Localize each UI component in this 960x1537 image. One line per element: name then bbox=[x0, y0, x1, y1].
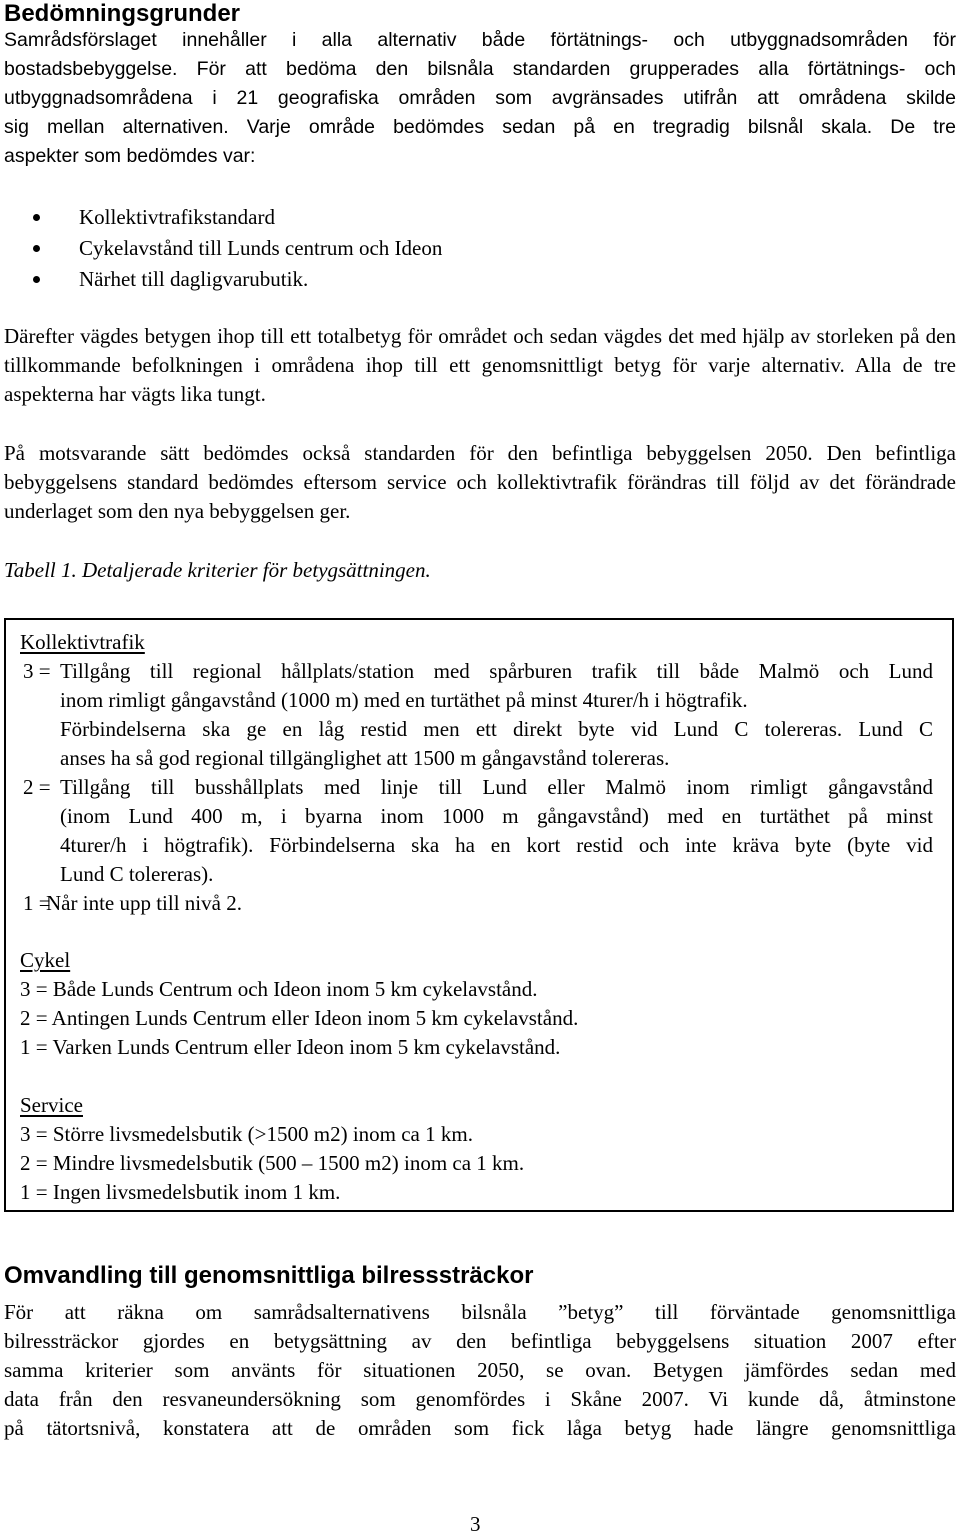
criteria-line: anses ha så god regional tillgänglighet att 1500 m gångavstånd tolereras. bbox=[60, 746, 670, 770]
criteria-line: Förbindelserna ska ge en låg restid men ett direkt byte vid Lund C tolereras. Lund C bbox=[60, 717, 933, 741]
criteria-text bbox=[60, 657, 933, 773]
intro-line: sig mellan alternativen. Varje område bedömdes sedan på en tregradig bilsnål skala. De tre bbox=[4, 116, 956, 138]
criteria-line: 2 = Mindre livsmedelsbutik (500 – 1500 m2) inom ca 1 km. bbox=[20, 1151, 525, 1175]
criteria-line: 2 = Antingen Lunds Centrum eller Ideon inom 5 km cykelavstånd. bbox=[20, 1006, 579, 1030]
criteria-table bbox=[4, 618, 954, 1212]
criteria-text bbox=[60, 773, 933, 889]
bullet-icon bbox=[33, 276, 40, 283]
weighting-paragraph: Därefter vägdes betygen ihop till ett totalbetyg för området och sedan vägdes det med hjälp av storleken på den tillkommande befolkningen i områdena ihop till ett genomsnittligt betyg för varje alternativ. Alla de tre aspekterna har vägts lika tungt. bbox=[4, 324, 956, 406]
bullet-text: Kollektivtrafikstandard bbox=[79, 205, 275, 229]
bullet-icon bbox=[33, 214, 40, 221]
criteria-line: Når inte upp till nivå 2. bbox=[46, 891, 242, 915]
criteria-line: 3 = Större livsmedelsbutik (>1500 m2) inom ca 1 km. bbox=[20, 1122, 473, 1146]
existing-development-paragraph: På motsvarande sätt bedömdes också standarden för den befintliga bebyggelsen 2050. Den befintliga bebyggelsens standard bedömdes eftersom service och kollektivtrafik förändras till följd av det förändrade underlaget som den nya bebyggelsen ger. bbox=[4, 441, 956, 523]
conversion-paragraph bbox=[4, 1298, 956, 1443]
criteria-item-kollektiv-3 bbox=[6, 657, 947, 773]
section-heading-bedomningsgrunder: Bedömningsgrunder bbox=[4, 0, 241, 27]
bullet-icon bbox=[33, 245, 40, 252]
criteria-score: 3 = bbox=[23, 659, 51, 683]
criteria-title-cykel: Cykel bbox=[20, 948, 71, 972]
criteria-line: 1 = Ingen livsmedelsbutik inom 1 km. bbox=[20, 1180, 341, 1204]
criteria-line: Tillgång till regional hållplats/station med spårburen trafik till både Malmö och Lund bbox=[60, 659, 933, 683]
paragraph-line: bilressträckor gjordes en betygsättning av den befintliga bebyggelsens situation 2007 efter bbox=[4, 1329, 956, 1353]
intro-line: bostadsbebyggelse. För att bedöma den bilsnåla standarden grupperades alla förtätnings- och bbox=[4, 58, 956, 80]
criteria-line: 1 = Varken Lunds Centrum eller Ideon inom 5 km cykelavstånd. bbox=[20, 1035, 561, 1059]
criteria-score: 2 = bbox=[23, 775, 51, 799]
bullet-text: Cykelavstånd till Lunds centrum och Ideon bbox=[79, 236, 443, 260]
criteria-title-service: Service bbox=[20, 1093, 83, 1117]
intro-line: Samrådsförslaget innehåller i alla alternativ både förtätnings- och utbyggnadsområden för bbox=[4, 29, 956, 51]
criteria-item-kollektiv-2 bbox=[6, 773, 947, 889]
criteria-line: (inom Lund 400 m, i byarna inom 1000 m gångavstånd) med en turtäthet på minst bbox=[60, 804, 933, 828]
intro-line: utbyggnadsområdena i 21 geografiska områden som avgränsades utifrån att områdena skilde bbox=[4, 87, 956, 109]
paragraph-line: För att räkna om samrådsalternativens bilsnåla ”betyg” till förväntade genomsnittliga bbox=[4, 1300, 956, 1324]
page-number: 3 bbox=[470, 1512, 481, 1536]
criteria-line: 4turer/h i högtrafik). Förbindelserna ska ha en kort restid och inte kräva byte (byte vid bbox=[60, 833, 933, 857]
criteria-list-cykel bbox=[20, 975, 578, 1062]
intro-line: aspekter som bedömdes var: bbox=[4, 145, 256, 167]
criteria-item-kollektiv-1 bbox=[6, 889, 947, 918]
paragraph-line: på tätortsnivå, konstatera att de områden som fick låga betyg hade längre genomsnittliga bbox=[4, 1416, 956, 1440]
paragraph-line: samma kriterier som använts för situationen 2050, se ovan. Betygen jämfördes sedan med bbox=[4, 1358, 956, 1382]
criteria-line: 3 = Både Lunds Centrum och Ideon inom 5 km cykelavstånd. bbox=[20, 977, 538, 1001]
aspect-bullet-list bbox=[0, 202, 960, 298]
table-caption: Tabell 1. Detaljerade kriterier för betygsättningen. bbox=[4, 558, 431, 582]
criteria-line: inom rimligt gångavstånd (1000 m) med en turtäthet på minst 4turer/h i högtrafik. bbox=[60, 688, 748, 712]
criteria-line: Lund C tolereras). bbox=[60, 862, 214, 886]
criteria-score: 1 = bbox=[23, 891, 51, 915]
section-heading-omvandling: Omvandling till genomsnittliga bilresssträckor bbox=[4, 1262, 534, 1289]
paragraph-line: data från den resvaneundersökning som genomfördes i Skåne 2007. Vi kunde då, åtminstone bbox=[4, 1387, 956, 1411]
bullet-text: Närhet till dagligvarubutik. bbox=[79, 267, 309, 291]
criteria-title-kollektivtrafik: Kollektivtrafik bbox=[20, 630, 145, 654]
criteria-text bbox=[46, 889, 933, 918]
criteria-line: Tillgång till busshållplats med linje till Lund eller Malmö inom rimligt gångavstånd bbox=[60, 775, 933, 799]
intro-paragraph bbox=[4, 26, 956, 171]
criteria-list-service bbox=[20, 1120, 524, 1207]
